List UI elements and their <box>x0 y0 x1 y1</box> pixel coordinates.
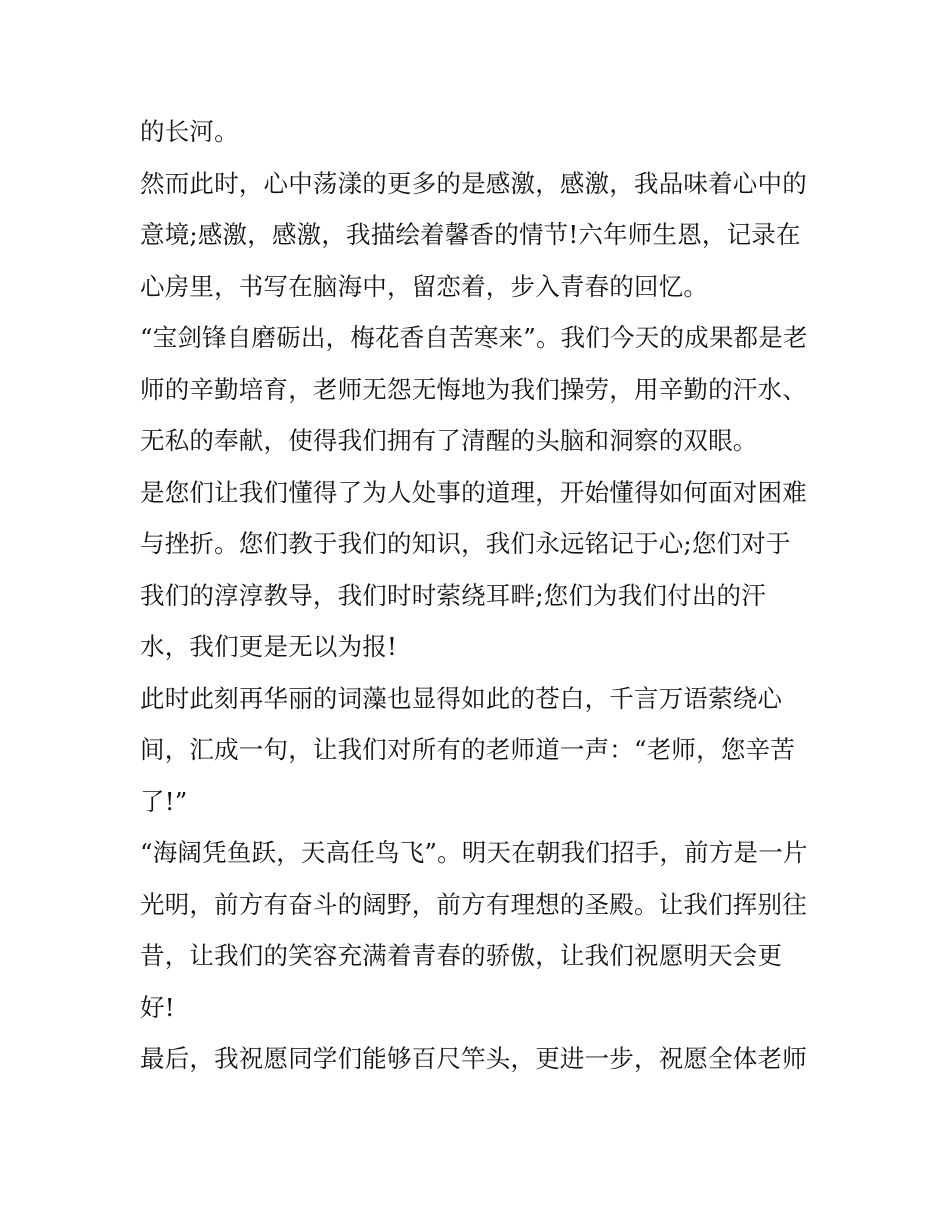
text-line: 是您们让我们懂得了为人处事的道理，开始懂得如何面对困难 <box>140 477 807 507</box>
text-line: 心房里，书写在脑海中，留恋着，步入青春的回忆。 <box>140 271 709 301</box>
text-line: 了!” <box>140 786 188 816</box>
text-line: “宝剑锋自磨砺出，梅花香自苦寒来”。我们今天的成果都是老 <box>140 323 808 352</box>
body-text <box>140 106 820 1085</box>
text-line: 意境;感激，感激，我描绘着馨香的情节!六年师生恩，记录在 <box>140 220 801 249</box>
text-line: 与挫折。您们教于我们的知识，我们永远铭记于心;您们对于 <box>140 529 791 558</box>
text-line: 师的辛勤培育，老师无怨无悔地为我们操劳，用辛勤的汗水、 <box>140 374 807 404</box>
text-line: 最后，我祝愿同学们能够百尺竿头，更进一步，祝愿全体老师 <box>140 1044 807 1073</box>
text-line: 间，汇成一句，让我们对所有的老师道一声：“老师，您辛苦 <box>140 735 795 764</box>
text-line: 昔，让我们的笑容充满着青春的骄傲，让我们祝愿明天会更 <box>140 941 783 970</box>
text-line: 光明，前方有奋斗的阔野，前方有理想的圣殿。让我们挥别往 <box>140 889 807 919</box>
text-line: 无私的奉献，使得我们拥有了清醒的头脑和洞察的双眼。 <box>140 426 758 455</box>
text-line: 我们的淳淳教导，我们时时萦绕耳畔;您们为我们付出的汗 <box>140 580 766 610</box>
text-line: 好! <box>140 992 175 1022</box>
text-line: 的长河。 <box>140 117 239 146</box>
text-line: 然而此时，心中荡漾的更多的是感激，感激，我品味着心中的 <box>140 168 807 198</box>
text-line: 水，我们更是无以为报! <box>140 632 398 661</box>
text-line: 此时此刻再华丽的词藻也显得如此的苍白，千言万语萦绕心 <box>140 683 783 713</box>
text-line: “海阔凭鱼跃，天高任鸟飞”。明天在朝我们招手，前方是一片 <box>140 838 808 867</box>
